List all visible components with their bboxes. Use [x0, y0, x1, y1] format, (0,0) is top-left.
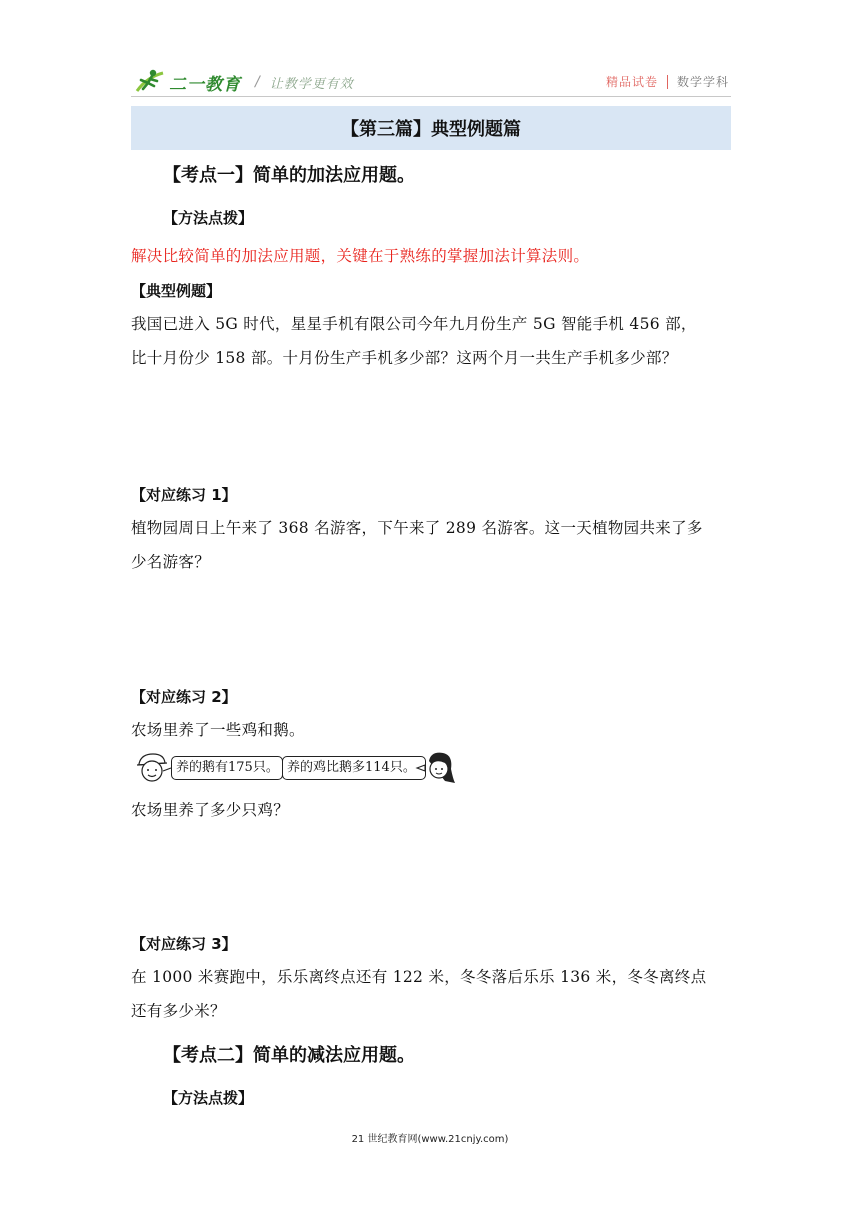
practice3-heading: 【对应练习 3】: [131, 935, 237, 953]
example-line-2: 比十月份少 158 部。十月份生产手机多少部？这两个月一共生产手机多少部？: [131, 349, 678, 367]
header-logo: [133, 66, 354, 98]
header-slogan: 让教学更有效: [269, 76, 354, 92]
practice2-heading: 【对应练习 2】: [131, 688, 237, 706]
practice3-line-1: 在 1000 米赛跑中，乐乐离终点还有 122 米，冬冬落后乐乐 136 米，冬冬离终点: [131, 968, 707, 986]
practice1-heading: 【对应练习 1】: [131, 486, 237, 504]
practice3-line-2: 还有多少米？: [131, 1002, 226, 1020]
practice2-line-2: 农场里养了多少只鸡？: [131, 801, 290, 819]
header-tag-right: 数学学科: [676, 75, 729, 89]
page-title: 【第三篇】典型例题篇: [341, 119, 521, 140]
page-footer: 21 世纪教育网(www.21cnjy.com): [351, 1134, 509, 1145]
practice1-line-2: 少名游客？: [131, 553, 211, 571]
header-tags: [606, 73, 729, 90]
girl-face-icon: [415, 751, 457, 785]
runner-logo-icon: [133, 67, 167, 97]
section1-method-text: 解决比较简单的加法应用题，关键在于熟练的掌握加法计算法则。: [131, 247, 590, 265]
section1-heading: 【考点一】简单的加法应用题。: [163, 165, 415, 186]
header-tag-left: 精品试卷: [605, 75, 658, 89]
title-band: [131, 106, 731, 150]
section1-method-heading: 【方法点拨】: [163, 209, 254, 227]
header-divider-slash: /: [255, 74, 260, 90]
practice2-line-1: 农场里养了一些鸡和鹅。: [131, 721, 305, 739]
section2-heading: 【考点二】简单的减法应用题。: [163, 1045, 415, 1066]
header-tag-separator: [667, 75, 668, 89]
brand-name: 二一教育: [169, 74, 241, 95]
practice1-line-1: 植物园周日上午来了 368 名游客，下午来了 289 名游客。这一天植物园共来了多: [131, 519, 703, 537]
speech-bubble-chickens: 养的鸡比鹅多114只。: [282, 756, 426, 780]
speech-bubble-geese: 养的鹅有175只。: [171, 756, 283, 780]
section2-method-heading: 【方法点拨】: [163, 1089, 254, 1107]
header-rule: [131, 96, 731, 97]
boy-face-icon: [133, 751, 173, 785]
speech-illustration: [133, 751, 453, 785]
example-line-1: 我国已进入 5G 时代，星星手机有限公司今年九月份生产 5G 智能手机 456 部，: [131, 315, 697, 333]
example-heading: 【典型例题】: [131, 282, 222, 300]
